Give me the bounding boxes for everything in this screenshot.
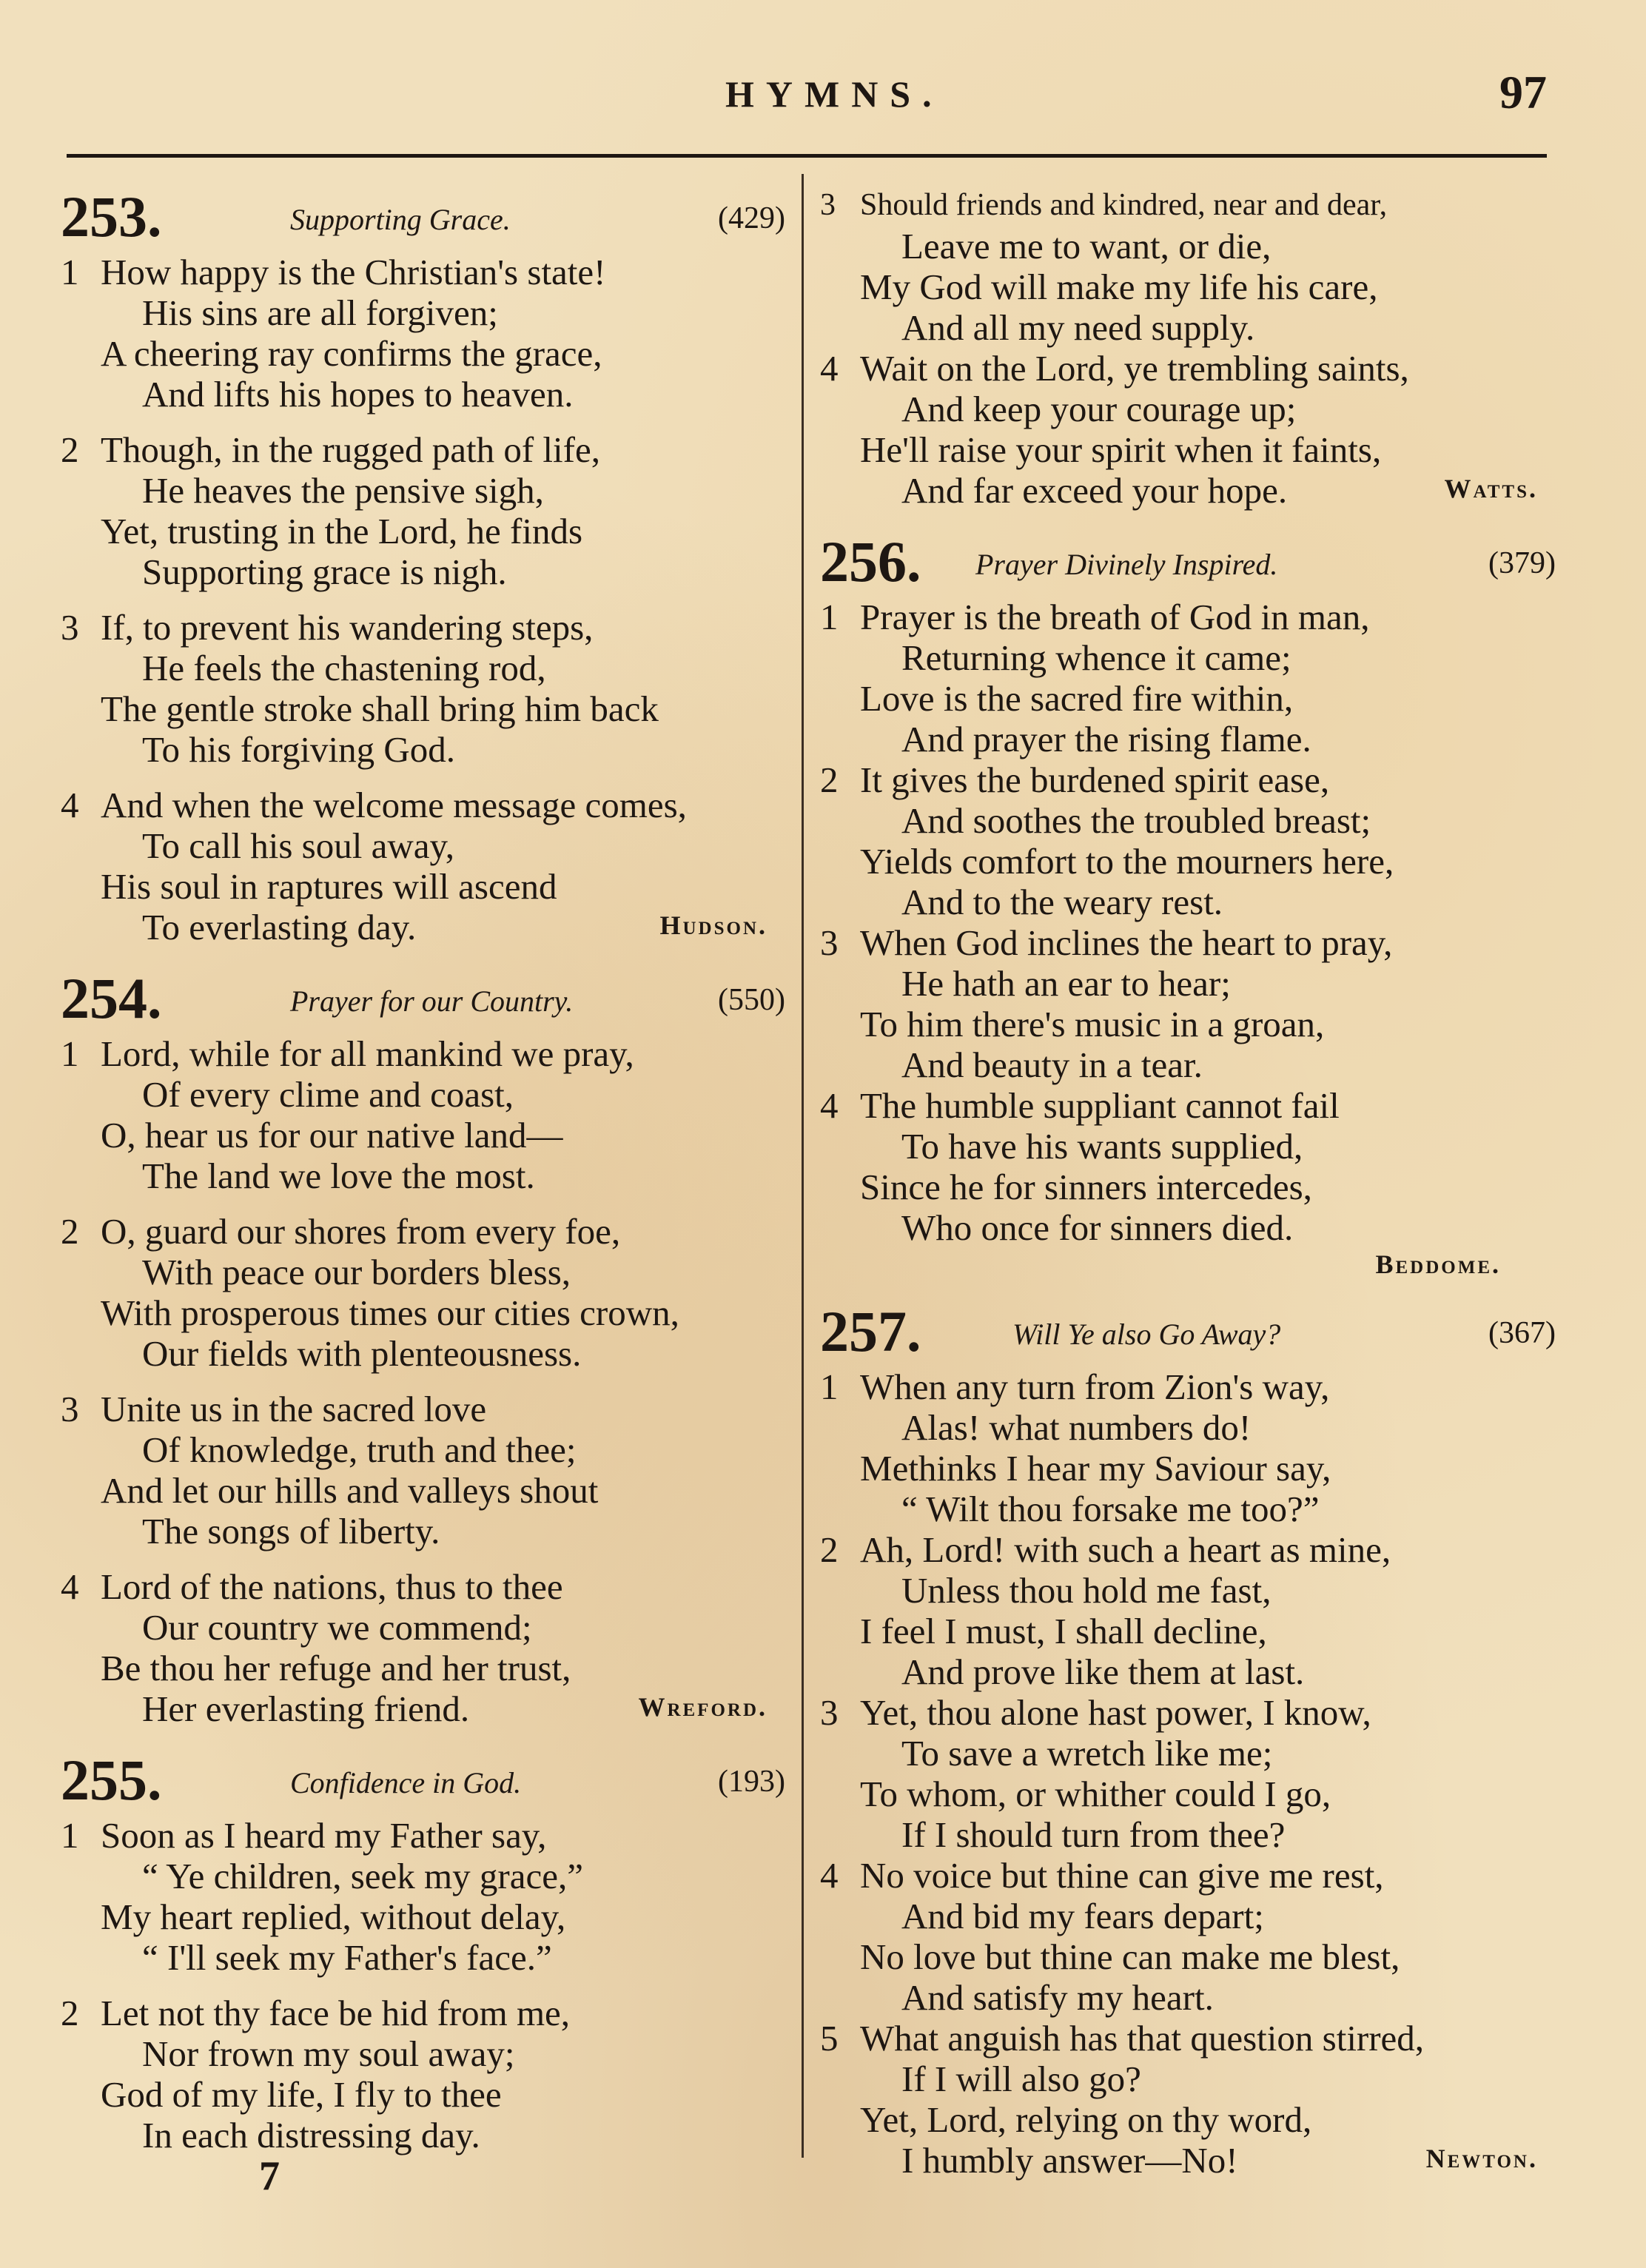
line-text: And prove like them at last. — [901, 1651, 1305, 1692]
verse-line — [820, 1936, 1560, 1977]
stanza-number: 3 — [61, 607, 79, 648]
verse-line — [820, 800, 1560, 841]
stanza — [61, 1389, 790, 1551]
line-text: And let our hills and valleys shout — [101, 1470, 599, 1511]
line-text: To him there's music in a groan, — [860, 1004, 1325, 1044]
verse-line — [820, 389, 1560, 429]
stanza-number: 5 — [820, 2018, 839, 2059]
hymn-title: Will Ye also Go Away? — [1012, 1318, 1281, 1351]
line-text: What anguish has that question stirred, — [860, 2018, 1425, 2059]
verse-line — [61, 1896, 790, 1937]
verse-line — [61, 1211, 790, 1252]
hymn-255 — [61, 1748, 790, 2155]
line-text: “ I'll seek my Father's face.” — [142, 1937, 552, 1978]
verse-line — [820, 226, 1560, 266]
line-text: He feels the chastening rod, — [142, 648, 546, 688]
verse-line — [61, 2074, 790, 2115]
verse-line — [61, 1470, 790, 1511]
stanza-number: 1 — [61, 1033, 79, 1074]
line-text: And when the welcome message comes, — [101, 785, 687, 825]
verse-line — [820, 1407, 1560, 1448]
verse-line — [820, 597, 1560, 637]
line-text: Should friends and kindred, near and dear, — [860, 188, 1388, 222]
verse-line — [820, 1733, 1560, 1774]
verse-line — [61, 1937, 790, 1978]
verse-line — [820, 882, 1560, 922]
verse-line — [820, 963, 1560, 1004]
hymn-header — [61, 1748, 790, 1815]
line-text: “ Wilt thou forsake me too?” — [901, 1489, 1320, 1529]
verse-line — [820, 348, 1560, 389]
hymn-254 — [61, 967, 790, 1729]
verse-line — [61, 429, 790, 470]
author-attribution: Hudson. — [659, 910, 767, 940]
line-text: To have his wants supplied, — [901, 1126, 1303, 1167]
line-text: I humbly answer—No! — [901, 2140, 1238, 2181]
hymn-header — [61, 185, 790, 252]
verse-line — [61, 1607, 790, 1648]
stanza — [820, 922, 1560, 1085]
hymn-number: 256. — [820, 529, 921, 594]
stanza — [820, 2018, 1560, 2181]
verse-line — [61, 825, 790, 866]
line-text: To call his soul away, — [142, 825, 455, 866]
line-text: Prayer is the breath of God in man, — [860, 597, 1370, 637]
line-text: Returning whence it came; — [901, 637, 1291, 678]
line-text: Soon as I heard my Father say, — [101, 1815, 547, 1856]
stanza — [61, 1211, 790, 1374]
line-text: Yet, thou alone hast power, I know, — [860, 1692, 1371, 1733]
hymn-header — [61, 967, 790, 1033]
stanza-number: 3 — [820, 188, 836, 222]
right-column — [820, 185, 1560, 2200]
stanza — [820, 348, 1560, 511]
verse-line — [820, 841, 1560, 882]
line-text: In each distressing day. — [142, 2115, 480, 2155]
stanza — [820, 185, 1560, 348]
line-text: Of every clime and coast, — [142, 1074, 514, 1115]
signature-mark: 7 — [259, 2153, 280, 2199]
hymn-tune-ref: (550) — [718, 983, 785, 1017]
line-text: Let not thy face be hid from me, — [101, 1993, 571, 2033]
hymn-number: 255. — [61, 1748, 162, 1812]
verse-line — [820, 185, 1560, 226]
header-rule — [67, 154, 1547, 158]
running-head: HYMNS. — [725, 73, 944, 115]
verse-line — [820, 470, 1560, 511]
stanza — [820, 1085, 1560, 1248]
line-text: Who once for sinners died. — [901, 1207, 1294, 1248]
stanza-number: 3 — [820, 1692, 839, 1733]
stanza-number: 1 — [820, 1366, 839, 1407]
verse-line — [820, 1489, 1560, 1529]
line-text: Her everlasting friend. — [142, 1688, 470, 1729]
line-text: The gentle stroke shall bring him back — [101, 688, 659, 729]
stanza-number: 4 — [61, 1566, 79, 1607]
left-column — [61, 185, 790, 2175]
verse-line — [61, 785, 790, 825]
stanza-number: 1 — [61, 1815, 79, 1856]
line-text: And beauty in a tear. — [901, 1044, 1203, 1085]
verse-line — [61, 470, 790, 511]
line-text: And to the weary rest. — [901, 882, 1223, 922]
verse-line — [820, 1611, 1560, 1651]
hymn-title: Confidence in God. — [290, 1766, 522, 1799]
stanza — [61, 1815, 790, 1978]
verse-line — [820, 1167, 1560, 1207]
line-text: To whom, or whither could I go, — [860, 1774, 1331, 1814]
line-text: My God will make my life his care, — [860, 266, 1378, 307]
verse-line — [61, 1856, 790, 1896]
line-text: His sins are all forgiven; — [142, 292, 498, 333]
hymn-title: Supporting Grace. — [290, 203, 511, 236]
line-text: Wait on the Lord, ye trembling saints, — [860, 348, 1409, 389]
line-text: With peace our borders bless, — [142, 1252, 571, 1292]
verse-line — [820, 307, 1560, 348]
stanza-number: 3 — [820, 922, 839, 963]
stanza-number: 2 — [820, 1529, 839, 1570]
verse-line — [61, 1993, 790, 2033]
hymn-253 — [61, 185, 790, 947]
line-text: A cheering ray confirms the grace, — [101, 333, 602, 374]
verse-line — [61, 1074, 790, 1115]
verse-line — [61, 1648, 790, 1688]
author-attribution: Wreford. — [638, 1692, 767, 1722]
verse-line — [820, 266, 1560, 307]
line-text: Our fields with plenteousness. — [142, 1333, 582, 1374]
verse-line — [820, 922, 1560, 963]
stanza — [61, 1033, 790, 1196]
hymn-number: 257. — [820, 1299, 921, 1363]
line-text: To everlasting day. — [142, 907, 417, 947]
stanza-number: 2 — [61, 1211, 79, 1252]
verse-line — [61, 866, 790, 907]
line-text: If, to prevent his wandering steps, — [101, 607, 594, 648]
line-text: God of my life, I fly to thee — [101, 2074, 502, 2115]
verse-line — [820, 1896, 1560, 1936]
stanza-number: 4 — [820, 348, 839, 389]
verse-line — [820, 1570, 1560, 1611]
stanza — [61, 607, 790, 770]
stanza-number: 4 — [820, 1085, 839, 1126]
verse-line — [820, 2059, 1560, 2099]
verse-line — [820, 2099, 1560, 2140]
line-text: Be thou her refuge and her trust, — [101, 1648, 571, 1688]
hymn-tune-ref: (379) — [1488, 546, 1556, 580]
line-text: No love but thine can make me blest, — [860, 1936, 1400, 1977]
verse-line — [820, 1207, 1560, 1248]
hymn-tune-ref: (193) — [718, 1765, 785, 1799]
line-text: It gives the burdened spirit ease, — [860, 759, 1330, 800]
line-text: He heaves the pensive sigh, — [142, 470, 544, 511]
line-text: With prosperous times our cities crown, — [101, 1292, 679, 1333]
line-text: Of knowledge, truth and thee; — [142, 1429, 577, 1470]
line-text: No voice but thine can give me rest, — [860, 1855, 1384, 1896]
verse-line — [61, 252, 790, 292]
line-text: Unless thou hold me fast, — [901, 1570, 1272, 1611]
hymn-256 — [820, 530, 1560, 1281]
hymn-tune-ref: (367) — [1488, 1316, 1556, 1350]
line-text: And soothes the troubled breast; — [901, 800, 1371, 841]
stanza — [61, 1566, 790, 1729]
line-text: He hath an ear to hear; — [901, 963, 1231, 1004]
verse-line — [61, 1333, 790, 1374]
line-text: Methinks I hear my Saviour say, — [860, 1448, 1331, 1489]
verse-line — [820, 1085, 1560, 1126]
verse-line — [61, 1688, 790, 1729]
line-text: Lord, while for all mankind we pray, — [101, 1033, 634, 1074]
verse-line — [820, 1529, 1560, 1570]
verse-line — [61, 607, 790, 648]
line-text: If I should turn from thee? — [901, 1814, 1286, 1855]
line-text: How happy is the Christian's state! — [101, 252, 606, 292]
stanza-number: 3 — [61, 1389, 79, 1429]
verse-line — [61, 2033, 790, 2074]
verse-line — [820, 1977, 1560, 2018]
verse-line — [61, 729, 790, 770]
line-text: The songs of liberty. — [142, 1511, 440, 1551]
verse-line — [820, 1366, 1560, 1407]
hymn-header — [820, 1300, 1560, 1366]
verse-line — [61, 551, 790, 592]
line-text: And satisfy my heart. — [901, 1977, 1214, 2018]
line-text: Alas! what numbers do! — [901, 1407, 1252, 1448]
line-text: Our country we commend; — [142, 1607, 532, 1648]
page-number: 97 — [1499, 66, 1547, 118]
stanza — [820, 1692, 1560, 1855]
line-text: Love is the sacred fire within, — [860, 678, 1294, 719]
author-attribution: Watts. — [1444, 474, 1538, 503]
line-text: Leave me to want, or die, — [901, 226, 1272, 266]
line-text: When God inclines the heart to pray, — [860, 922, 1393, 963]
line-text: And far exceed your hope. — [901, 470, 1288, 511]
verse-line — [820, 759, 1560, 800]
hymn-title: Prayer for our Country. — [290, 984, 574, 1018]
stanza — [820, 1366, 1560, 1529]
line-text: And bid my fears depart; — [901, 1896, 1264, 1936]
stanza-number: 4 — [61, 785, 79, 825]
verse-line — [820, 1651, 1560, 1692]
verse-line — [820, 1126, 1560, 1167]
verse-line — [820, 1004, 1560, 1044]
hymn-number: 253. — [61, 184, 162, 249]
verse-line — [820, 1855, 1560, 1896]
stanza-number: 2 — [61, 1993, 79, 2033]
stanza — [820, 1529, 1560, 1692]
verse-line — [820, 1044, 1560, 1085]
column-divider — [802, 174, 804, 2158]
verse-line — [61, 1815, 790, 1856]
stanza — [61, 252, 790, 415]
line-text: My heart replied, without delay, — [101, 1896, 566, 1937]
line-text: And keep your courage up; — [901, 389, 1297, 429]
stanza — [61, 785, 790, 947]
hymn-header — [820, 530, 1560, 597]
line-text: If I will also go? — [901, 2059, 1141, 2099]
line-text: The humble suppliant cannot fail — [860, 1085, 1340, 1126]
verse-line — [61, 2115, 790, 2155]
hymn-title: Prayer Divinely Inspired. — [975, 548, 1278, 581]
verse-line — [820, 2018, 1560, 2059]
verse-line — [820, 719, 1560, 759]
stanza-number: 4 — [820, 1855, 839, 1896]
verse-line — [820, 678, 1560, 719]
line-text: He'll raise your spirit when it faints, — [860, 429, 1382, 470]
line-text: Lord of the nations, thus to thee — [101, 1566, 563, 1607]
verse-line — [61, 907, 790, 947]
line-text: Unite us in the sacred love — [101, 1389, 487, 1429]
hymn-257 — [820, 1300, 1560, 2181]
stanza — [820, 1855, 1560, 2018]
line-text: O, guard our shores from every foe, — [101, 1211, 621, 1252]
stanza — [820, 759, 1560, 922]
stanza-number: 2 — [61, 429, 79, 470]
verse-line — [820, 1814, 1560, 1855]
line-text: To save a wretch like me; — [901, 1733, 1273, 1774]
line-text: Yields comfort to the mourners here, — [860, 841, 1394, 882]
stanza-number: 2 — [820, 759, 839, 800]
verse-line — [61, 511, 790, 551]
verse-line — [61, 1566, 790, 1607]
line-text: Yet, Lord, relying on thy word, — [860, 2099, 1312, 2140]
line-text: And all my need supply. — [901, 307, 1255, 348]
verse-line — [820, 2140, 1560, 2181]
line-text: Yet, trusting in the Lord, he finds — [101, 511, 583, 551]
stanza — [61, 429, 790, 592]
line-text: I feel I must, I shall decline, — [860, 1611, 1267, 1651]
verse-line — [61, 1115, 790, 1155]
verse-line — [61, 292, 790, 333]
page-header — [67, 65, 1547, 132]
verse-line — [61, 1252, 790, 1292]
verse-line — [61, 374, 790, 415]
hymn-255-continued — [820, 185, 1560, 511]
verse-line — [61, 648, 790, 688]
verse-line — [61, 1033, 790, 1074]
line-text: Ah, Lord! with such a heart as mine, — [860, 1529, 1391, 1570]
hymn-number: 254. — [61, 966, 162, 1030]
verse-line — [820, 1692, 1560, 1733]
line-text: And lifts his hopes to heaven. — [142, 374, 574, 415]
verse-line — [820, 1774, 1560, 1814]
author-attribution: Newton. — [1425, 2144, 1538, 2173]
stanza-number: 1 — [820, 597, 839, 637]
verse-line — [820, 429, 1560, 470]
stanza — [61, 1993, 790, 2155]
verse-line — [820, 1448, 1560, 1489]
verse-line — [61, 1429, 790, 1470]
verse-line — [61, 688, 790, 729]
line-text: “ Ye children, seek my grace,” — [142, 1856, 583, 1896]
verse-line — [820, 637, 1560, 678]
line-text: Since he for sinners intercedes, — [860, 1167, 1312, 1207]
verse-line — [61, 1389, 790, 1429]
line-text: Nor frown my soul away; — [142, 2033, 515, 2074]
line-text: Supporting grace is nigh. — [142, 551, 507, 592]
line-text: O, hear us for our native land— — [101, 1115, 563, 1155]
line-text: The land we love the most. — [142, 1155, 535, 1196]
hymn-tune-ref: (429) — [718, 201, 785, 235]
author-attribution: Beddome. — [1375, 1249, 1501, 1279]
line-text: When any turn from Zion's way, — [860, 1366, 1330, 1407]
stanza-number: 1 — [61, 252, 79, 292]
verse-line — [61, 1155, 790, 1196]
verse-line — [61, 333, 790, 374]
stanza — [820, 597, 1560, 759]
verse-line — [61, 1511, 790, 1551]
line-text: His soul in raptures will ascend — [101, 866, 557, 907]
line-text: To his forgiving God. — [142, 729, 456, 770]
line-text: Though, in the rugged path of life, — [101, 429, 600, 470]
verse-line — [61, 1292, 790, 1333]
line-text: And prayer the rising flame. — [901, 719, 1311, 759]
